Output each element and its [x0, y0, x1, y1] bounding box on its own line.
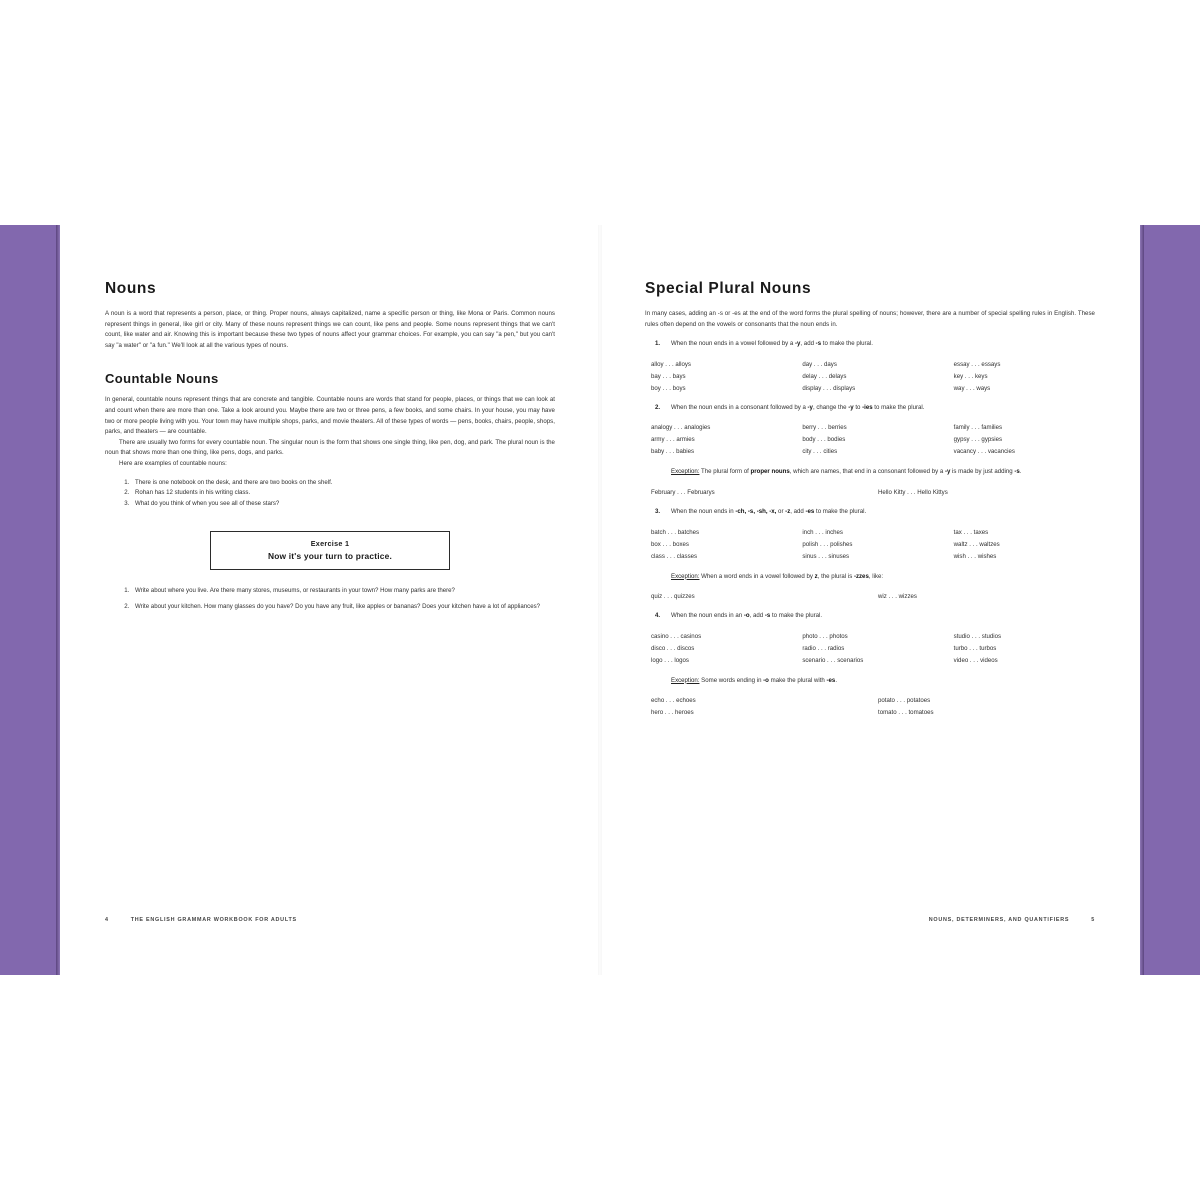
word-pair: city . . . cities: [802, 448, 838, 456]
left-page-footer: [105, 917, 297, 923]
rule-3-word-examples: [651, 527, 1095, 562]
special-plural-intro-paragraph: In many cases, adding an -s or -es at the end of the word forms the plural spelling of nouns; however, there are a number of special spelling rules in English. These rules often depend on the vowels or consonants that the noun ends in.: [645, 310, 1095, 328]
rule-1-text-mid: , add: [800, 340, 816, 348]
rule-2: [645, 403, 1095, 414]
word-pair: family . . . families: [953, 424, 1003, 432]
list-item: 1. Write about where you live. Are there many stores, museums, or restaurants in your town? How many parks are there?: [131, 586, 555, 597]
rule-4-exception: [671, 676, 1095, 687]
word-pair: tomato . . . tomatoes: [878, 709, 934, 717]
exception-bold-2: -y: [944, 468, 951, 476]
exercise-subtitle: Now it's your turn to practice.: [267, 551, 393, 562]
rule-2-text-after: to: [853, 403, 863, 411]
right-running-head: NOUNS, DETERMINERS, AND QUANTIFIERS: [928, 917, 1070, 923]
rule-3: [645, 507, 1095, 518]
word-pair: bay . . . bays: [651, 372, 686, 380]
word-pair: video . . . videos: [953, 656, 998, 664]
word-pair: gypsy . . . gypsies: [953, 436, 1003, 444]
word-pair: army . . . armies: [651, 436, 695, 444]
rule-3-text-after: , add: [790, 507, 806, 515]
left-running-head: THE ENGLISH GRAMMAR WORKBOOK FOR ADULTS: [130, 917, 297, 923]
exception-text-end: .: [1019, 468, 1022, 476]
exercise-prompt-list: [105, 586, 555, 612]
rule-4-bold-1: -o: [743, 612, 750, 620]
exception-label: Exception:: [671, 676, 700, 684]
rule-4-text-after: to make the plural.: [770, 612, 823, 620]
rule-2-word-examples: [651, 422, 1095, 457]
rule-2-bold-1: -y: [807, 403, 813, 411]
rule-2-exception-examples: [651, 487, 1095, 498]
exception-label: Exception:: [671, 572, 700, 580]
list-item: 2. Write about your kitchen. How many glasses do you have? Do you have any fruit, like apples or bananas? Does your kitchen have a lot of appliances?: [131, 602, 555, 613]
rule-4-text-mid: , add: [749, 612, 765, 620]
word-pair: photo . . . photos: [802, 632, 848, 640]
word-pair: berry . . . berries: [802, 424, 847, 432]
word-pair: way . . . ways: [953, 384, 991, 392]
word-pair: wiz . . . wizzes: [878, 593, 917, 601]
word-pair: class . . . classes: [651, 552, 698, 560]
book-edge-right: [1140, 225, 1200, 975]
rule-1-number: 1.: [655, 340, 661, 348]
word-pair: delay . . . delays: [802, 372, 847, 380]
exception-text-before: Some words ending in: [699, 676, 764, 684]
exception-text-before: The plural form of: [699, 468, 751, 476]
countable-nouns-paragraph-3: Here are examples of countable nouns:: [119, 459, 227, 467]
rule-3-bold-1: -ch, -s, -sh, -x,: [735, 507, 777, 515]
rule-3-text-mid: or: [776, 507, 786, 515]
countable-noun-examples-list: [105, 478, 555, 510]
rule-1-text-after: to make the plural.: [821, 340, 873, 348]
word-pair: casino . . . casinos: [651, 632, 702, 640]
right-page: [600, 225, 1140, 975]
word-pair: analogy . . . analogies: [651, 424, 711, 432]
word-pair: potato . . . potatoes: [878, 697, 931, 705]
word-pair: display . . . displays: [802, 384, 856, 392]
rule-4-word-examples: [651, 631, 1095, 666]
exception-label: Exception:: [671, 468, 700, 476]
word-pair: echo . . . echoes: [651, 697, 696, 705]
rule-4-text-before: When the noun ends in an: [671, 612, 744, 620]
exception-bold-2: -zzes: [853, 572, 869, 580]
word-pair: vacancy . . . vacancies: [953, 448, 1015, 456]
open-book-spread: [60, 225, 1140, 975]
word-pair: day . . . days: [802, 360, 837, 368]
right-page-number: 5: [1091, 917, 1095, 923]
word-pair: logo . . . logos: [651, 656, 689, 664]
word-pair: wish . . . wishes: [953, 552, 997, 560]
exception-text-after: , like:: [868, 572, 884, 580]
word-pair: box . . . boxes: [651, 540, 689, 548]
exception-text-before: When a word ends in a vowel followed by: [699, 572, 815, 580]
rule-3-text-before: When the noun ends in: [671, 507, 736, 515]
word-pair: scenario . . . scenarios: [802, 656, 864, 664]
rule-1-word-examples: [651, 359, 1095, 394]
word-pair: disco . . . discos: [651, 644, 695, 652]
book-edge-left: [0, 225, 60, 975]
rule-4: [645, 611, 1095, 622]
right-page-footer: [929, 917, 1095, 923]
word-pair: tax . . . taxes: [953, 528, 989, 536]
rule-1-bold-1: -y: [795, 340, 801, 348]
word-pair: polish . . . polishes: [802, 540, 853, 548]
exercise-title: Exercise 1: [310, 539, 350, 549]
word-pair: key . . . keys: [953, 372, 988, 380]
rule-4-exception-examples: [651, 695, 1095, 718]
exception-text-mid: , which are names, that end in a consonant followed by a: [789, 468, 945, 476]
list-item: 3. What do you think of when you see all of these stars?: [131, 499, 555, 510]
left-page-number: 4: [105, 917, 109, 923]
rule-1: [645, 339, 1095, 350]
word-pair: quiz . . . quizzes: [651, 593, 695, 601]
exception-bold-3: -s: [1014, 468, 1020, 476]
nouns-intro-paragraph: A noun is a word that represents a person, place, or thing. Proper nouns, always capitalized, name a specific person or thing, like Mona or Paris. Common nouns represent things in general, like girl or city. Many of these nouns represent things we can count, like pens and people. Some nouns represent things that we can't count, like water and air. Knowing this is important because these two types of nouns affect your grammar choices. For example, you can say "a pen," but you can't say "a water" or "a fun." We'll look at all the various types of nouns.: [105, 310, 555, 349]
word-pair: batch . . . batches: [651, 528, 700, 536]
rule-3-text-end: to make the plural.: [814, 507, 867, 515]
word-pair: hero . . . heroes: [651, 709, 694, 717]
word-pair: studio . . . studios: [953, 632, 1002, 640]
countable-nouns-paragraph-2: There are usually two forms for every countable noun. The singular noun is the form that shows one single thing, like pen, dog, and park. The plural noun is the noun that shows more than one thing, like pens, dogs, and parks.: [105, 438, 555, 457]
exception-bold-1: proper nouns: [750, 468, 790, 476]
left-page: [60, 225, 600, 975]
rule-2-text-end: to make the plural.: [872, 403, 925, 411]
word-pair: baby . . . babies: [651, 448, 695, 456]
rule-4-bold-2: -s: [764, 612, 771, 620]
exception-bold-2: -es: [826, 676, 836, 684]
rule-3-bold-3: -es: [805, 507, 815, 515]
rule-3-number: 3.: [655, 507, 661, 515]
rule-1-bold-2: -s: [815, 340, 822, 348]
word-pair: alloy . . . alloys: [651, 360, 691, 368]
rule-2-exception: [671, 467, 1095, 478]
word-pair: inch . . . inches: [802, 528, 843, 536]
rule-4-number: 4.: [655, 612, 661, 620]
word-pair: waltz . . . waltzes: [953, 540, 1000, 548]
word-pair: turbo . . . turbos: [953, 644, 997, 652]
exception-bold-1: -o: [763, 676, 769, 684]
list-item: 2. Rohan has 12 students in his writing class.: [131, 488, 555, 499]
rule-2-text-mid: , change the: [812, 403, 849, 411]
exception-text-mid: make the plural with: [768, 676, 827, 684]
exception-text-after: is made by just adding: [950, 468, 1015, 476]
book-edge-right-gloss: [1140, 225, 1144, 975]
rule-1-text-before: When the noun ends in a vowel followed by a: [671, 340, 795, 348]
exception-text-mid: , the plural is: [817, 572, 854, 580]
rule-2-number: 2.: [655, 403, 661, 411]
rule-2-bold-2: -y: [848, 403, 854, 411]
rule-3-bold-2: -z: [785, 507, 791, 515]
rule-3-exception-examples: [651, 591, 1095, 602]
countable-nouns-paragraph-1: In general, countable nouns represent things that are concrete and tangible. Countable nouns are words that stand for people, places, or things that we can look at and count when there are more than one. Take a look around you. Maybe there are two or three pens, a few books, and some chairs. In your house, you may have two or more people living with you. Your town may have multiple shops, parks, and movie theaters. All of these types of words — pens, books, chairs, people, shops, parks, and theaters — are countable.: [105, 396, 555, 436]
word-pair: boy . . . boys: [651, 384, 686, 392]
word-pair: body . . . bodies: [802, 436, 846, 444]
countable-nouns-heading: Countable Nouns: [105, 371, 219, 387]
rule-3-exception: [671, 572, 1095, 583]
exercise-callout-box: [210, 531, 450, 570]
exception-text-after: .: [835, 676, 838, 684]
left-page-title: Nouns: [105, 280, 157, 297]
rule-2-text-before: When the noun ends in a consonant followed by a: [671, 403, 808, 411]
word-pair: Hello Kitty . . . Hello Kittys: [878, 488, 948, 496]
right-page-title: Special Plural Nouns: [645, 280, 812, 297]
word-pair: February . . . Februarys: [651, 488, 715, 496]
list-item: 1. There is one notebook on the desk, and there are two books on the shelf.: [131, 478, 555, 489]
word-pair: sinus . . . sinuses: [802, 552, 850, 560]
exception-bold-1: z: [814, 572, 818, 580]
word-pair: essay . . . essays: [953, 360, 1001, 368]
rule-2-bold-3: -ies: [862, 403, 873, 411]
word-pair: radio . . . radios: [802, 644, 845, 652]
